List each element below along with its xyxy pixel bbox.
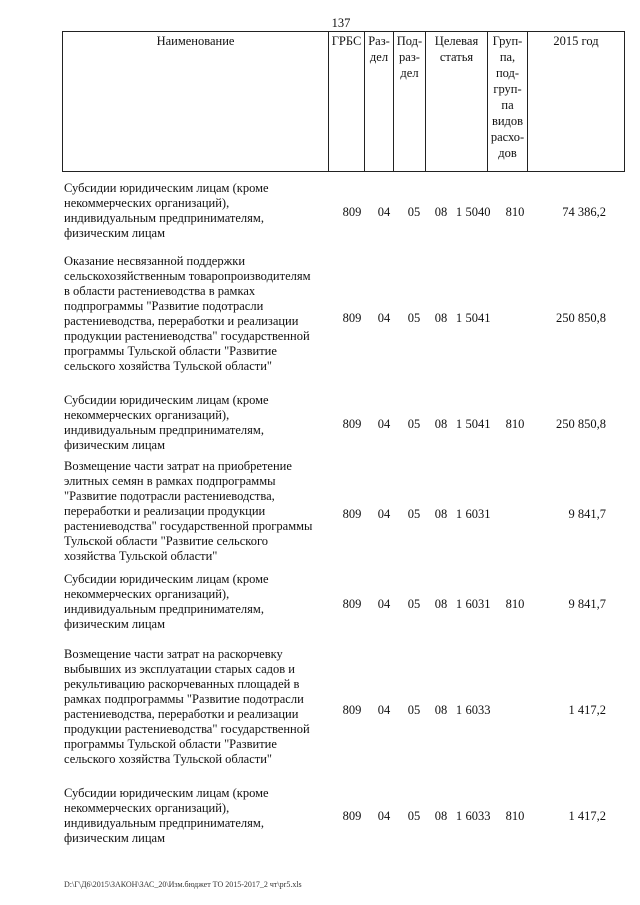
row-gruppa: 810 [505, 417, 525, 431]
row-amount: 250 850,8 [556, 311, 606, 325]
row-program: 08 [434, 417, 448, 431]
row-subprogram: 1 [455, 205, 463, 219]
header-razdel: Раз- дел [365, 32, 394, 172]
row-podrazdel: 05 [407, 417, 421, 431]
row-razdel: 04 [377, 311, 391, 325]
row-amount: 250 850,8 [556, 417, 606, 431]
row-name: Субсидии юридическим лицам (кроме некоммерческих организаций), индивидуальным предпринимателям, физическим лицам [64, 393, 269, 452]
header-podrazdel: Под- раз- дел [394, 32, 426, 172]
table-row [0, 181, 640, 243]
row-program: 08 [434, 703, 448, 717]
row-grbs: 809 [342, 205, 362, 219]
header-gruppa: Груп- па, под- груп- па видов расхо- дов [488, 32, 528, 172]
row-amount: 9 841,7 [568, 507, 606, 521]
table-row [0, 393, 640, 455]
row-razdel: 04 [377, 597, 391, 611]
row-program: 08 [434, 311, 448, 325]
header-grbs: ГРБС [329, 32, 365, 172]
row-program: 08 [434, 597, 448, 611]
row-razdel: 04 [377, 703, 391, 717]
row-grbs: 809 [342, 417, 362, 431]
row-amount: 1 417,2 [568, 809, 606, 823]
row-subprogram: 1 [455, 597, 463, 611]
table-row [0, 572, 640, 634]
row-code: 5041 [465, 417, 491, 431]
row-razdel: 04 [377, 417, 391, 431]
row-amount: 74 386,2 [562, 205, 606, 219]
header-year: 2015 год [528, 32, 625, 172]
row-subprogram: 1 [455, 703, 463, 717]
row-program: 08 [434, 809, 448, 823]
row-podrazdel: 05 [407, 507, 421, 521]
row-amount: 1 417,2 [568, 703, 606, 717]
row-program: 08 [434, 507, 448, 521]
row-name: Субсидии юридическим лицам (кроме некоммерческих организаций), индивидуальным предпринимателям, физическим лицам [64, 786, 269, 845]
row-podrazdel: 05 [407, 597, 421, 611]
row-amount: 9 841,7 [568, 597, 606, 611]
row-grbs: 809 [342, 311, 362, 325]
row-code: 5041 [465, 311, 491, 325]
row-code: 5040 [465, 205, 491, 219]
row-name: Возмещение части затрат на раскорчевку выбывших из эксплуатации старых садов и рекультивацию раскорчеванных площадей в рамках подпрограммы "Развитие подотрасли растениеводства, переработки и реализации продукции растениеводства" государственной программы Тульской области "Развитие сельского хозяйства Тульской области" [64, 647, 310, 766]
row-podrazdel: 05 [407, 205, 421, 219]
row-gruppa: 810 [505, 597, 525, 611]
row-subprogram: 1 [455, 417, 463, 431]
row-gruppa: 810 [505, 809, 525, 823]
table-row [0, 254, 640, 382]
row-grbs: 809 [342, 703, 362, 717]
row-razdel: 04 [377, 809, 391, 823]
row-razdel: 04 [377, 507, 391, 521]
row-grbs: 809 [342, 507, 362, 521]
footer-file-path: D:\Г\Д6\2015\ЗАКОН\ЗАС_20\Изм.бюджет ТО 2015-2017_2 чт\pr5.xls [64, 880, 302, 889]
row-grbs: 809 [342, 597, 362, 611]
table-row [0, 647, 640, 775]
row-code: 6031 [465, 507, 491, 521]
row-name: Субсидии юридическим лицам (кроме некоммерческих организаций), индивидуальным предпринимателям, физическим лицам [64, 181, 269, 240]
header-celevaya-statya: Целевая статья [426, 32, 488, 172]
row-podrazdel: 05 [407, 703, 421, 717]
row-subprogram: 1 [455, 507, 463, 521]
row-code: 6033 [465, 809, 491, 823]
table-row [0, 459, 640, 569]
row-program: 08 [434, 205, 448, 219]
row-code: 6033 [465, 703, 491, 717]
page-number: 137 [331, 16, 351, 30]
row-razdel: 04 [377, 205, 391, 219]
header-name: Наименование [63, 32, 329, 172]
row-subprogram: 1 [455, 311, 463, 325]
row-code: 6031 [465, 597, 491, 611]
table-header [62, 31, 625, 172]
row-podrazdel: 05 [407, 809, 421, 823]
row-name: Субсидии юридическим лицам (кроме некоммерческих организаций), индивидуальным предпринимателям, физическим лицам [64, 572, 269, 631]
row-podrazdel: 05 [407, 311, 421, 325]
row-gruppa: 810 [505, 205, 525, 219]
row-grbs: 809 [342, 809, 362, 823]
row-subprogram: 1 [455, 809, 463, 823]
row-name: Оказание несвязанной поддержки сельскохозяйственным товаропроизводителям в области растениеводства в рамках подпрограммы "Развитие подотрасли растениеводства, переработки и реализации продукции растениеводства" государственной программы Тульской области "Развитие сельского хозяйства Тульской области" [64, 254, 311, 373]
row-name: Возмещение части затрат на приобретение элитных семян в рамках подпрограммы "Развитие подотрасли растениеводства, переработки и реализации продукции растениеводства" государственной программы Тульской области "Развитие сельского хозяйства Тульской области" [64, 459, 313, 563]
table-row [0, 786, 640, 848]
